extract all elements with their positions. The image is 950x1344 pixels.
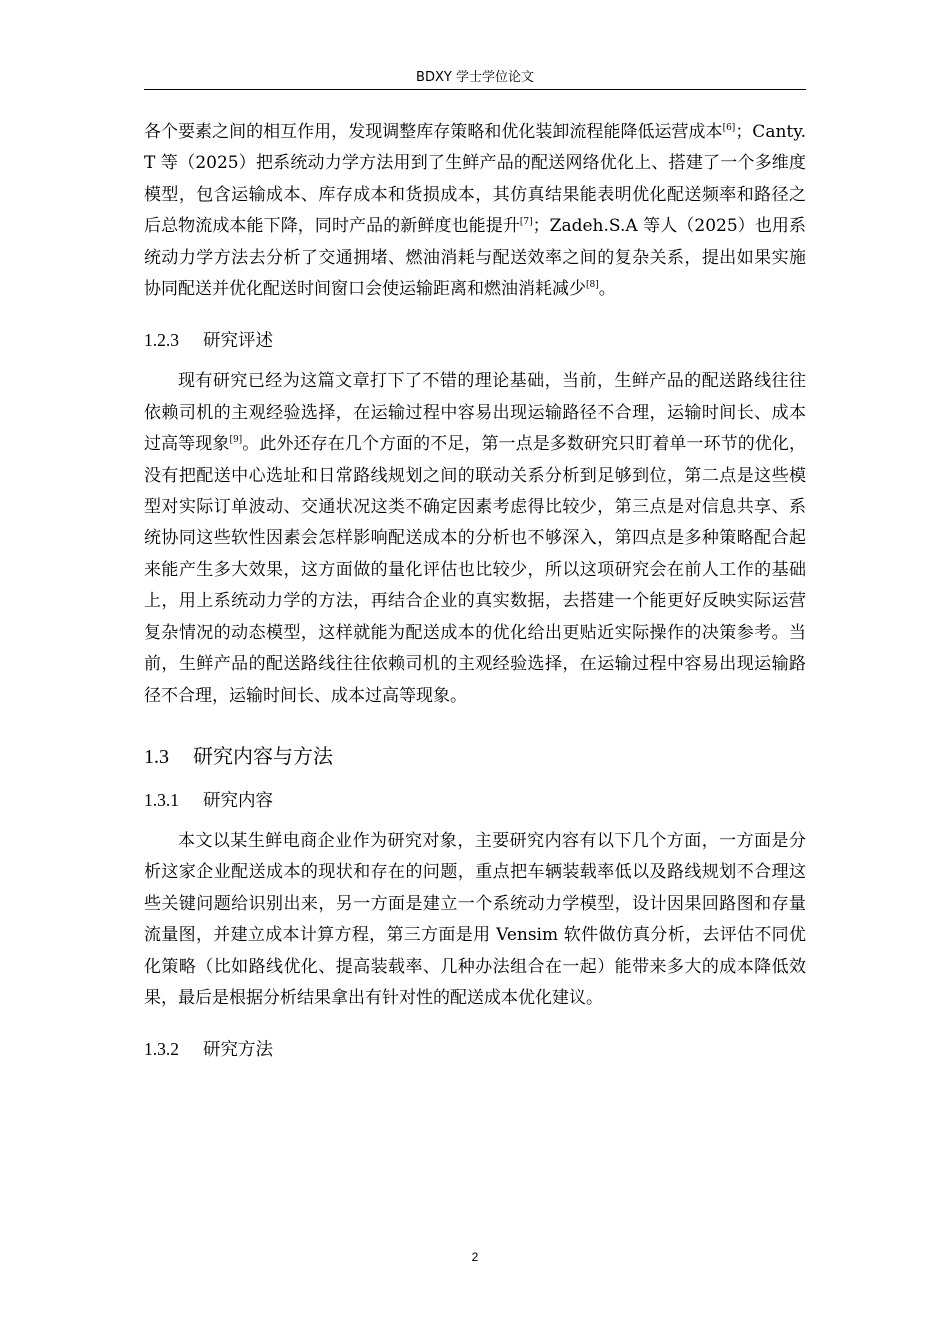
paragraph-literature-review xyxy=(144,117,806,305)
section-heading-1-3-1 xyxy=(144,787,806,814)
section-heading-1-3-2 xyxy=(144,1036,806,1063)
paragraph-text: 。 xyxy=(598,279,616,300)
header-rule xyxy=(144,89,806,90)
section-number: 1.3.2 xyxy=(144,1039,179,1060)
section-title: 研究内容 xyxy=(203,790,273,811)
paragraph-text: 本文以某生鲜电商企业作为研究对象，主要研究内容有以下几个方面，一方面是分析这家企业配送成本的现状和存在的问题，重点把车辆装载率低以及路线规划不合理这些关键问题给识别出来，另一方面是建立一个系统动力学模型，设计因果回路图和存量流量图，并建立成本计算方程，第三方面是用 Vensim 软件做仿真分析，去评估不同优化策略（比如路线优化、提高装载率、几种办法组合在一起）能带来多大的成本降低效果，最后是根据分析结果拿出有针对性的配送成本优化建议。 xyxy=(144,830,806,1008)
section-heading-1-3 xyxy=(144,742,806,771)
paragraph-text: 现有研究已经为这篇文章打下了不错的理论基础，当前，生鲜产品的配送路线往往依赖司机的主观经验选择，在运输过程中容易出现运输路径不合理，运输时间长、成本过高等现象 xyxy=(144,371,806,455)
section-number: 1.2.3 xyxy=(144,330,179,351)
paragraph-research-review xyxy=(144,366,806,711)
paragraph-text: ；Canty.T 等（2025）把系统动力学方法用到了生鲜产品的配送网络优化上、搭建了一个多维度模型，包含运输成本、库存成本和货损成本，其仿真结果能表明优化配送频率和路径之后总物流成本能下降，同时产品的新鲜度也能提升 xyxy=(144,122,806,237)
paragraph-research-content xyxy=(144,826,806,1014)
citation-ref: [8] xyxy=(586,280,599,291)
section-number: 1.3 xyxy=(144,745,169,768)
section-number: 1.3.1 xyxy=(144,789,179,810)
paragraph-text: 。此外还存在几个方面的不足，第一点是多数研究只盯着单一环节的优化，没有把配送中心选址和日常路线规划之间的联动关系分析到足够到位，第二点是这些模型对实际订单波动、交通状况这类不确定因素考虑得比较少，第三点是对信息共享、系统协同这些软性因素会怎样影响配送成本的分析也不够深入，第四点是多种策略配合起来能产生多大效果，这方面做的量化评估也比较少，所以这项研究会在前人工作的基础上，用上系统动力学的方法，再结合企业的真实数据，去搭建一个能更好反映实际运营复杂情况的动态模型，这样就能为配送成本的优化给出更贴近实际操作的决策参考。当前，生鲜产品的配送路线往往依赖司机的主观经验选择，在运输过程中容易出现运输路径不合理，运输时间长、成本过高等现象。 xyxy=(144,434,807,706)
paragraph-text: ；Zadeh.S.A 等人（2025）也用系统动力学方法去分析了交通拥堵、燃油消耗与配送效率之间的复杂关系，提出如果实施协同配送并优化配送时间窗口会使运输距离和燃油消耗减少 xyxy=(144,216,806,300)
page-body xyxy=(144,117,806,1075)
section-title: 研究内容与方法 xyxy=(193,743,333,768)
page-number: 2 xyxy=(471,1250,479,1264)
section-title: 研究评述 xyxy=(203,331,273,352)
citation-ref: [9] xyxy=(229,435,243,446)
paragraph-text: 各个要素之间的相互作用，发现调整库存策略和优化装卸流程能降低运营成本 xyxy=(144,122,723,142)
citation-ref: [7] xyxy=(519,217,533,228)
section-heading-1-2-3 xyxy=(144,327,806,354)
citation-ref: [6] xyxy=(722,123,736,133)
section-title: 研究方法 xyxy=(203,1040,273,1061)
running-header: BDXY 学士学位论文 xyxy=(416,70,534,85)
